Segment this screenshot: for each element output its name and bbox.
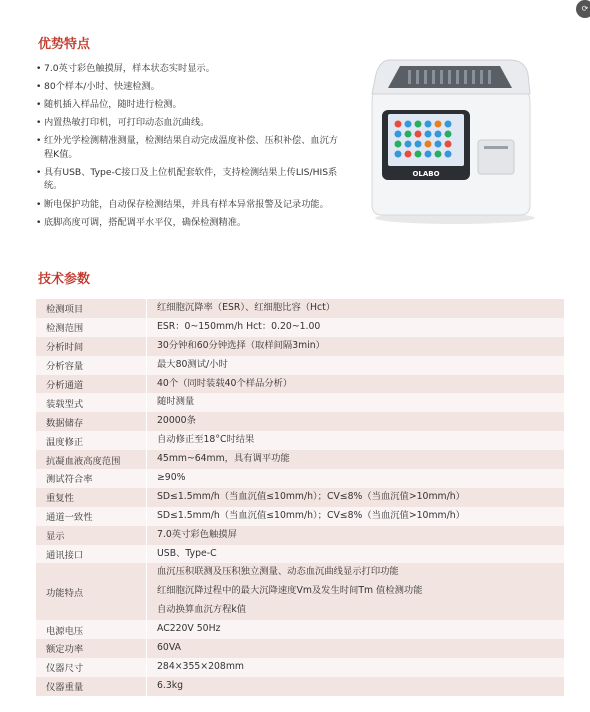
spec-row: [36, 318, 564, 337]
spec-key: 通讯接口: [36, 545, 147, 564]
spec-value: [147, 450, 565, 469]
spec-row: [36, 507, 564, 526]
spec-row: [36, 356, 564, 375]
spec-value: [147, 299, 565, 318]
feature-text: 具有USB、Type-C接口及上位机配套软件，支持检测结果上传LIS/HIS系统。: [44, 166, 338, 192]
spec-value: [147, 677, 565, 696]
spec-row: [36, 299, 564, 318]
feature-item: [36, 216, 346, 230]
bullet-icon: •: [36, 135, 42, 147]
esr-analyzer-illustration: [360, 50, 540, 225]
spec-key: 通道一致性: [36, 507, 147, 526]
spec-value-line: 红细胞沉降过程中的最大沉降速度Vm及发生时间Tm 值检测功能: [157, 585, 423, 597]
spec-value: [147, 318, 565, 337]
spec-key: 显示: [36, 526, 147, 545]
spec-value-line: 30分钟和60分钟选择（取样间隔3min）: [157, 339, 325, 351]
spec-key: 分析通道: [36, 375, 147, 394]
spec-value: [147, 431, 565, 450]
spec-value-line: 6.3kg: [157, 679, 184, 691]
bullet-icon: •: [36, 117, 42, 129]
features-heading: 优势特点: [38, 37, 91, 52]
feature-item: [36, 80, 346, 94]
feature-item: [36, 98, 346, 112]
spec-key: 电源电压: [36, 620, 147, 639]
spec-row: [36, 563, 564, 620]
feature-item: [36, 116, 346, 130]
spec-value-line: ESR：0~150mm/h Hct：0.20~1.00: [157, 320, 321, 332]
spec-value: [147, 658, 565, 677]
spec-key: 仪器尺寸: [36, 658, 147, 677]
spec-key: 检测范围: [36, 318, 147, 337]
feature-item: [36, 198, 346, 212]
spec-value-line: 60VA: [157, 642, 181, 654]
feature-item: [36, 166, 346, 193]
spec-value-line: 随时测量: [157, 396, 195, 408]
bullet-icon: •: [36, 198, 42, 210]
spec-row: [36, 431, 564, 450]
spec-key: 抗凝血液高度范围: [36, 450, 147, 469]
spec-value-line: 红细胞沉降率（ESR）、红细胞比容（Hct）: [157, 302, 336, 313]
spec-row: [36, 412, 564, 431]
spec-value-line: SD≤1.5mm/h（当血沉值≤10mm/h）；CV≤8%（当血沉值>10mm/h）: [157, 509, 465, 521]
spec-value-line: 自动换算血沉方程k值: [157, 604, 247, 616]
spec-value-line: 血沉压积联测及压积独立测量、动态血沉曲线显示打印功能: [157, 566, 399, 578]
feature-text: 7.0英寸彩色触摸屏，样本状态实时显示。: [44, 63, 215, 74]
device-brand: OLABO: [412, 170, 440, 178]
feature-text: 底脚高度可调，搭配调平水平仪，确保检测精准。: [44, 216, 247, 228]
spec-value-line: 284×355×208mm: [157, 660, 244, 672]
spec-key: 测试符合率: [36, 469, 147, 488]
feature-text: 内置热敏打印机，可打印动态血沉曲线。: [44, 117, 210, 129]
spec-value-line: 45mm~64mm，具有调平功能: [157, 453, 290, 465]
spec-row: [36, 488, 564, 507]
features-list: [36, 62, 346, 234]
spec-row: [36, 545, 564, 564]
spec-key: 重复性: [36, 488, 147, 507]
spec-value: [147, 469, 565, 488]
feature-item: [36, 134, 346, 161]
spec-value: [147, 356, 565, 375]
spec-value: [147, 639, 565, 658]
bullet-icon: •: [36, 99, 42, 111]
spec-row: [36, 526, 564, 545]
spec-value: [147, 488, 565, 507]
spec-value: [147, 337, 565, 356]
spec-key: 装载型式: [36, 393, 147, 412]
feature-text: 红外光学检测精准测量，检测结果自动完成温度补偿、压积补偿、血沉方程K值。: [44, 135, 338, 160]
spec-row: [36, 450, 564, 469]
spec-value: [147, 563, 565, 620]
spec-value-line: ≥90%: [157, 472, 186, 484]
spec-value: [147, 375, 565, 394]
specs-table: [36, 299, 564, 696]
spec-value: [147, 620, 565, 639]
spec-value: [147, 545, 565, 564]
spec-key: 仪器重量: [36, 677, 147, 696]
spec-value-line: 7.0英寸彩色触摸屏: [157, 528, 237, 540]
spec-value-line: 自动修正至18°C时结果: [157, 434, 255, 446]
spec-row: [36, 469, 564, 488]
feature-text: 80个样本/小时、快速检测。: [44, 81, 160, 93]
bullet-icon: •: [36, 166, 42, 178]
bullet-icon: •: [36, 81, 42, 93]
spec-row: [36, 375, 564, 394]
spec-value: [147, 393, 565, 412]
feature-text: 随机插入样品位，随时进行检测。: [44, 99, 182, 111]
spec-key: 数据储存: [36, 412, 147, 431]
spec-row: [36, 677, 564, 696]
spec-key: 额定功率: [36, 639, 147, 658]
spec-row: [36, 337, 564, 356]
spec-value-line: 40个（同时装载40个样品分析）: [157, 377, 293, 389]
spec-key: 检测项目: [36, 299, 147, 318]
specs-heading: 技术参数: [38, 272, 91, 287]
spec-value: [147, 507, 565, 526]
spec-row: [36, 639, 564, 658]
spec-value-line: 最大80测试/小时: [157, 358, 228, 370]
spec-key: 分析时间: [36, 337, 147, 356]
spec-row: [36, 393, 564, 412]
spec-value: [147, 526, 565, 545]
spec-value-line: 20000条: [157, 415, 196, 427]
feature-text: 断电保护功能，自动保存检测结果，并具有样本异常报警及记录功能。: [44, 198, 329, 210]
spec-key: 温度修正: [36, 431, 147, 450]
corner-badge-icon[interactable]: ⟳: [576, 0, 590, 18]
spec-row: [36, 620, 564, 639]
spec-value-line: SD≤1.5mm/h（当血沉值≤10mm/h）；CV≤8%（当血沉值>10mm/h）: [157, 490, 465, 502]
spec-value-line: AC220V 50Hz: [157, 623, 221, 635]
spec-row: [36, 658, 564, 677]
spec-value-line: USB、Type-C: [157, 547, 217, 559]
bullet-icon: •: [36, 63, 42, 74]
spec-key: 分析容量: [36, 356, 147, 375]
spec-value: [147, 412, 565, 431]
feature-item: [36, 62, 346, 76]
spec-key: 功能特点: [36, 563, 147, 620]
bullet-icon: •: [36, 216, 42, 228]
